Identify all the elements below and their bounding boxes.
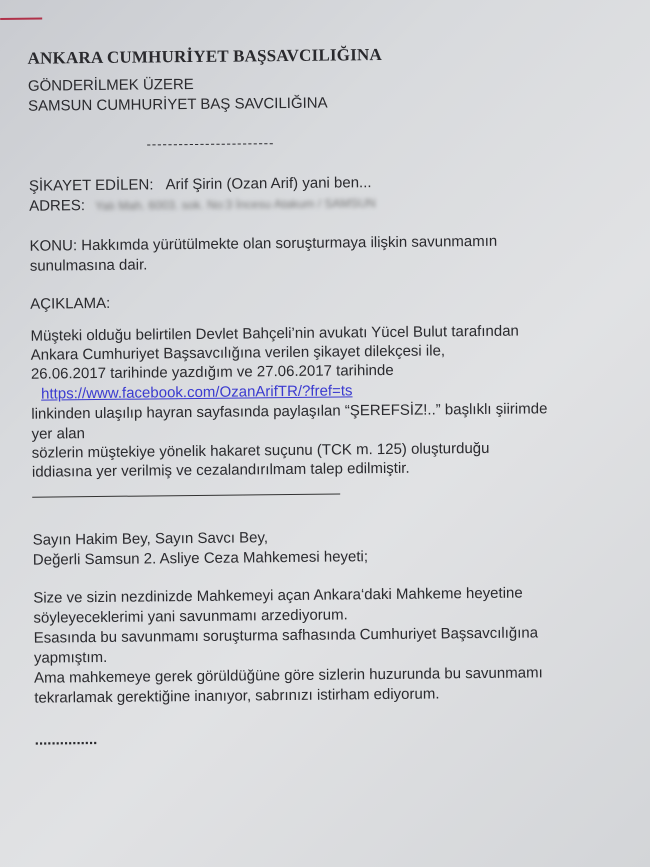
explanation-heading: AÇIKLAMA: [30, 294, 111, 313]
address-label: ADRES: [29, 197, 86, 215]
body-line-4: yapmıştım. [33, 648, 108, 667]
body-line-2: söyleyeceklerimi yani savunmamı arzediyorum. [33, 606, 348, 627]
facebook-link[interactable]: https://www.facebook.com/OzanArifTR/?fref=ts [41, 382, 353, 403]
explanation-line-1: Müşteki olduğu belirtilen Devlet Bahçeli’nin avukatı Yücel Bulut tarafından [30, 322, 519, 345]
body-line-3: Esasında bu savunmamı soruşturma safhasında Cumhuriyet Başsavcılığına [33, 624, 539, 647]
show-through-text [383, 296, 386, 310]
subject-line-2: sunulmasına dair. [29, 256, 148, 275]
section-divider [32, 493, 340, 497]
address-row [29, 194, 376, 216]
body-line-6: tekrarlamak gerektiğine inanıyor, sabrınızı istirham ediyorum. [34, 685, 440, 707]
complaint-label: ŞİKAYET EDİLEN: [28, 176, 154, 195]
explanation-line-3: 26.06.2017 tarihinde yazdığım ve 27.06.2017 tarihinde [30, 361, 394, 383]
header-title: ANKARA CUMHURİYET BAŞSAVCILIĞINA [27, 45, 383, 68]
subject-line-1: KONU: Hakkımda yürütülmekte olan soruşturmaya ilişkin savunmamın [29, 232, 498, 255]
body-line-1: Size ve sizin nezdinizde Mahkemeyi açan Ankara‘daki Mahkeme heyetine [33, 584, 523, 607]
body-line-5: Ama mahkemeye gerek görüldüğüne göre sizlerin huzurunda bu savunmamı [34, 664, 543, 687]
salutation-line-1: Sayın Hakim Bey, Sayın Savcı Bey, [32, 529, 269, 549]
explanation-line-6: sözlerin müştekiye yönelik hakaret suçunu (TCK m. 125) oluşturduğu [31, 439, 490, 462]
explanation-line-5: yer alan [31, 425, 86, 443]
header-via: GÖNDERİLMEK ÜZERE [27, 75, 194, 95]
header-recipient: SAMSUN CUMHURİYET BAŞ SAVCILIĞINA [28, 94, 328, 115]
complaint-name: Arif Şirin (Ozan Arif) yani ben... [165, 174, 372, 194]
explanation-line-2: Ankara Cumhuriyet Başsavcılığına verilen şikayet dilekçesi ile, [30, 342, 446, 364]
explanation-line-7: iddiasına yer verilmiş ve cezalandırılmam talep edilmiştir. [31, 459, 410, 481]
closing-ellipsis: ............... [34, 731, 98, 749]
address-redacted: Yalı Mah. 6003. sok. No:3 İncesu Atakum / SAMSUN [95, 196, 376, 214]
explanation-line-4: linkinden ulaşılıp hayran sayfasında paylaşılan “ŞEREFSİZ!..” başlıklı şiirimde [31, 400, 548, 423]
header-separator: ------------------------ [146, 135, 275, 152]
salutation-line-2: Değerli Samsun 2. Asliye Ceza Mahkemesi heyeti; [32, 548, 369, 569]
complaint-row [29, 174, 372, 196]
red-margin-mark [0, 18, 42, 20]
